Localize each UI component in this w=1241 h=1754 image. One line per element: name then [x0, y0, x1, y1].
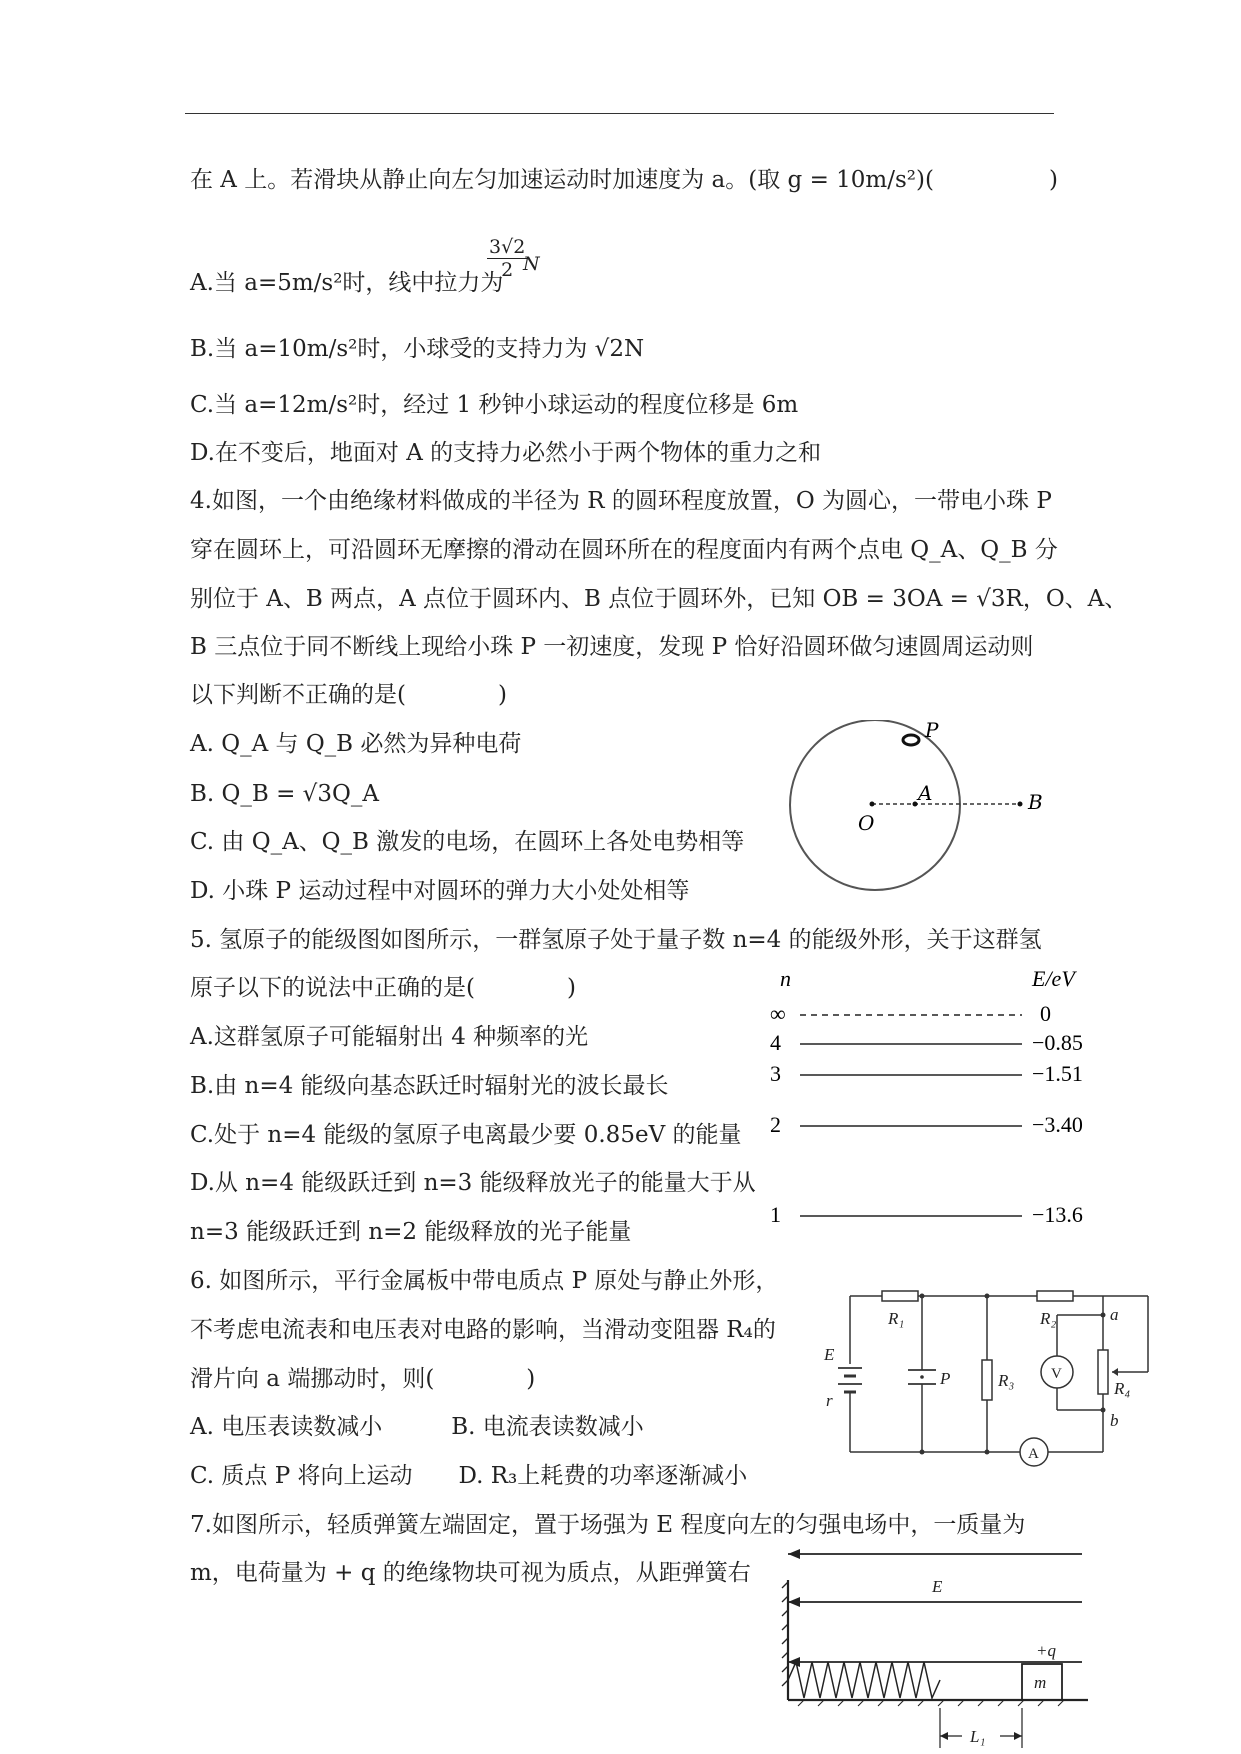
figure-spring — [778, 1540, 1108, 1754]
fraction-denominator: 2 — [501, 259, 514, 281]
text-line: 7.如图所示，轻质弹簧左端固定，置于场强为 E 程度向左的匀强电场中，一质量为 — [190, 1512, 1026, 1538]
label-charge: +q — [1036, 1641, 1056, 1660]
label-r3: R₃ — [998, 1371, 1015, 1390]
point-o — [870, 802, 875, 807]
text-line: n=3 能级跃迁到 n=2 能级释放的光子能量 — [190, 1219, 632, 1245]
text-line: B 三点位于同不断线上现给小珠 P 一初速度，发现 P 恰好沿圆环做匀速圆周运动则 — [190, 634, 1034, 660]
text-line: A. 电压表读数减小 B. 电流表读数减小 — [190, 1414, 644, 1440]
text-line: D.在不变后，地面对 A 的支持力必然小于两个物体的重力之和 — [190, 440, 822, 466]
text-line: 原子以下的说法中正确的是( ) — [190, 975, 576, 1001]
level-n-3: 3 — [770, 1061, 781, 1086]
text-line: 不考虑电流表和电压表对电路的影响，当滑动变阻器 R₄的 — [190, 1317, 776, 1343]
label-r4: R₄ — [1114, 1379, 1131, 1398]
text-line: A.这群氢原子可能辐射出 4 种频率的光 — [190, 1024, 589, 1050]
label-p: P — [940, 1369, 951, 1388]
figure-energy-levels — [760, 960, 1120, 1240]
point-b — [1018, 802, 1023, 807]
label-o: O — [858, 811, 875, 835]
text-line: A. Q_A 与 Q_B 必然为异种电荷 — [190, 731, 522, 757]
text-line: 在 A 上。若滑块从静止向左匀加速运动时加速度为 a。(取 g = 10m/s²)( ) — [190, 167, 1058, 193]
text-line: 4.如图，一个由绝缘材料做成的半径为 R 的圆环程度放置，O 为圆心，一带电小珠 P — [190, 488, 1052, 514]
label-ammeter: A — [1028, 1446, 1039, 1462]
label-a-end: a — [1110, 1305, 1119, 1324]
label-field-e: E — [932, 1577, 943, 1596]
label-mass: m — [1034, 1673, 1047, 1692]
text-line: D.从 n=4 能级跃迁到 n=3 能级释放光子的能量大于从 — [190, 1170, 756, 1196]
text-line: 穿在圆环上，可沿圆环无摩擦的滑动在圆环所在的程度面内有两个点电 Q_A、Q_B 分 — [190, 537, 1058, 563]
level-e-4: −0.85 — [1032, 1030, 1083, 1055]
text-line: B.当 a=10m/s²时，小球受的支持力为 √2N — [190, 336, 645, 362]
bead-p — [903, 735, 919, 745]
label-e: E/eV — [1032, 966, 1075, 991]
label-e: E — [824, 1345, 835, 1364]
label-a: A — [918, 781, 933, 805]
label-p: P — [925, 720, 939, 742]
level-e-1: −13.6 — [1032, 1202, 1083, 1227]
text-line: 别位于 A、B 两点，A 点位于圆环内、B 点位于圆环外，已知 OB = 3OA = √3R，O、A、 — [190, 586, 1128, 612]
label-b-end: b — [1110, 1411, 1119, 1430]
fraction-numerator: 3√2 — [489, 236, 526, 258]
text-line: 以下判断不正确的是( ) — [190, 682, 507, 708]
level-e-2: −3.40 — [1032, 1112, 1083, 1137]
text-line: C.当 a=12m/s²时，经过 1 秒钟小球运动的程度位移是 6m — [190, 392, 799, 418]
ring-circle — [790, 720, 960, 890]
figure-circuit — [820, 1280, 1160, 1470]
level-n-inf: ∞ — [770, 1001, 786, 1026]
label-v: V — [1051, 1366, 1062, 1382]
level-n-4: 4 — [770, 1030, 781, 1055]
text-line: C. 质点 P 将向上运动 D. R₃上耗费的功率逐渐减小 — [190, 1463, 748, 1489]
text-line: B.由 n=4 能级向基态跃迁时辐射光的波长最长 — [190, 1073, 669, 1099]
fraction — [487, 236, 527, 281]
header-rule — [185, 113, 1054, 114]
text-line: 滑片向 a 端挪动时，则( ) — [190, 1366, 536, 1392]
level-n-2: 2 — [770, 1112, 781, 1137]
label-b: B — [1028, 790, 1043, 814]
resistor-r2 — [1037, 1291, 1073, 1301]
figure-ring — [780, 720, 1080, 900]
resistor-r4 — [1098, 1350, 1108, 1394]
text-line: 6. 如图所示，平行金属板中带电质点 P 原处与静止外形， — [190, 1268, 779, 1294]
text-line: C.处于 n=4 能级的氢原子电离最少要 0.85eV 的能量 — [190, 1122, 742, 1148]
text-line: m，电荷量为 + q 的绝缘物块可视为质点，从距弹簧右 — [190, 1560, 751, 1586]
text-line: D. 小珠 P 运动过程中对圆环的弹力大小处处相等 — [190, 878, 690, 904]
label-r: r — [826, 1391, 833, 1410]
text-line: 5. 氢原子的能级图如图所示，一群氢原子处于量子数 n=4 的能级外形，关于这群氢 — [190, 927, 1042, 953]
fraction-unit: N — [523, 253, 540, 275]
label-r2: R₂ — [1040, 1309, 1057, 1328]
label-l1: L₁ — [970, 1727, 986, 1746]
text-line: B. Q_B = √3Q_A — [190, 781, 379, 807]
level-n-1: 1 — [770, 1202, 781, 1227]
label-r1: R₁ — [888, 1309, 905, 1328]
point-a — [913, 802, 918, 807]
resistor-r1 — [882, 1291, 918, 1301]
text-line: A.当 a=5m/s²时，线中拉力为 — [190, 270, 504, 296]
text-line: C. 由 Q_A、Q_B 激发的电场，在圆环上各处电势相等 — [190, 829, 745, 855]
level-e-3: −1.51 — [1032, 1061, 1083, 1086]
label-n: n — [780, 966, 791, 991]
resistor-r3 — [982, 1360, 992, 1400]
spring — [788, 1662, 940, 1698]
level-e-inf: 0 — [1040, 1001, 1051, 1026]
